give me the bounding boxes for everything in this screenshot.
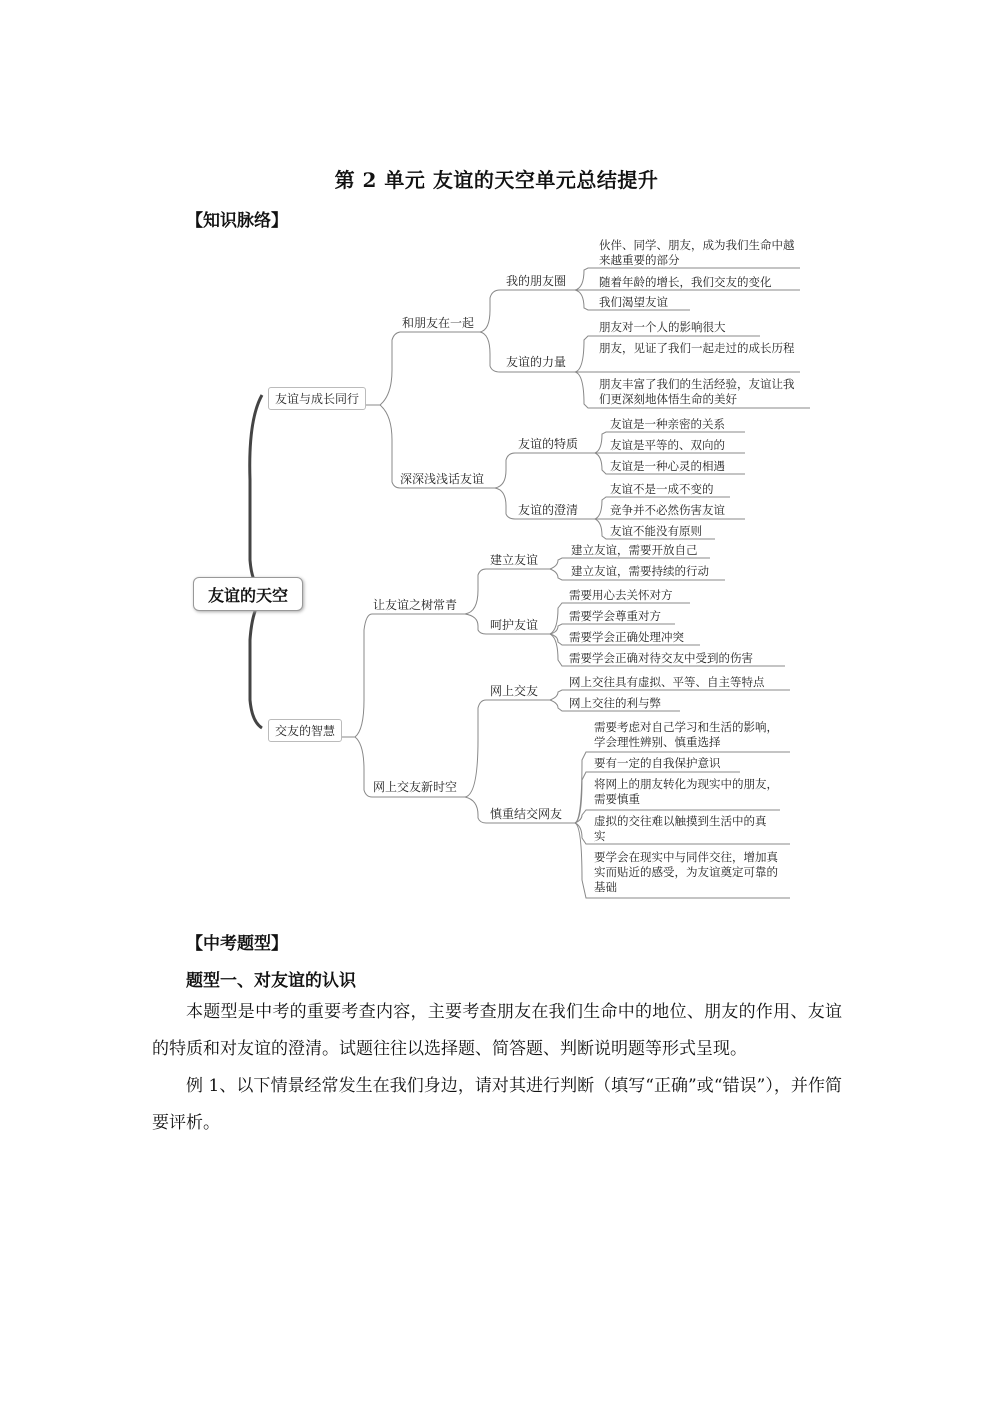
- leaf-careful-1: 需要考虑对自己学习和生活的影响，学会理性辨别、慎重选择: [594, 720, 778, 749]
- leaf-circle-3: 我们渴望友谊: [599, 295, 668, 309]
- leaf-power-1: 朋友对一个人的影响很大: [599, 320, 726, 334]
- leaf-online-1: 网上交往具有虚拟、平等、自主等特点: [569, 675, 765, 689]
- leaf-circle-2: 随着年龄的增长，我们交友的变化: [599, 275, 772, 289]
- node-online: 网上交友: [490, 684, 539, 698]
- node-careful: 慎重结交网友: [490, 807, 563, 821]
- leaf-care-1: 需要用心去关怀对方: [569, 588, 673, 602]
- section-exam-heading: 【中考题型】: [186, 934, 288, 954]
- leaf-clarify-2: 竞争并不必然伤害友谊: [610, 503, 725, 517]
- page-title: 第 2 单元 友谊的天空单元总结提升: [334, 168, 659, 192]
- leaf-trait-1: 友谊是一种亲密的关系: [610, 417, 725, 431]
- node-with-friends: 和朋友在一起: [402, 316, 475, 330]
- leaf-circle-1: 伙伴、同学、朋友，成为我们生命中越来越重要的部分: [599, 238, 795, 267]
- leaf-build-1: 建立友谊，需要开放自己: [571, 543, 698, 557]
- node-traits: 友谊的特质: [518, 437, 579, 451]
- leaf-power-3: 朋友丰富了我们的生活经验，友谊让我们更深刻地体悟生命的美好: [599, 377, 795, 406]
- node-online-space: 网上交友新时空: [373, 780, 458, 794]
- branch-wisdom: 交友的智慧: [268, 719, 342, 742]
- leaf-careful-4: 虚拟的交往难以触摸到生活中的真实: [594, 814, 767, 843]
- node-clarify: 友谊的澄清: [518, 503, 579, 517]
- leaf-trait-3: 友谊是一种心灵的相遇: [610, 459, 725, 473]
- leaf-care-2: 需要学会尊重对方: [569, 609, 661, 623]
- leaf-careful-2: 要有一定的自我保护意识: [594, 756, 721, 770]
- leaf-careful-5: 要学会在现实中与同伴交往，增加真实而贴近的感受，为友谊奠定可靠的基础: [594, 850, 778, 894]
- leaf-care-3: 需要学会正确处理冲突: [569, 630, 684, 644]
- node-care: 呵护友谊: [490, 618, 539, 632]
- node-build: 建立友谊: [490, 553, 539, 567]
- leaf-clarify-3: 友谊不能没有原则: [610, 524, 702, 538]
- branch-friendship-growth: 友谊与成长同行: [268, 387, 366, 410]
- node-talk-friendship: 深深浅浅话友谊: [400, 472, 485, 486]
- leaf-careful-3: 将网上的朋友转化为现实中的朋友，需要慎重: [594, 777, 778, 806]
- node-evergreen: 让友谊之树常青: [373, 598, 458, 612]
- mindmap-root: 友谊的天空: [193, 577, 303, 611]
- paragraph-example: 例 1、以下情景经常发生在我们身边，请对其进行判断（填写“正确”或“错误”），并作简要评析。: [152, 1076, 842, 1133]
- paragraph-intro: 本题型是中考的重要考查内容，主要考查朋友在我们生命中的地位、朋友的作用、友谊的特质和对友谊的澄清。试题往往以选择题、简答题、判断说明题等形式呈现。: [152, 1002, 842, 1059]
- leaf-care-4: 需要学会正确对待交友中受到的伤害: [569, 651, 753, 665]
- leaf-power-2: 朋友，见证了我们一起走过的成长历程: [599, 341, 795, 355]
- section-knowledge-heading: 【知识脉络】: [186, 211, 288, 231]
- leaf-trait-2: 友谊是平等的、双向的: [610, 438, 725, 452]
- leaf-online-2: 网上交往的利与弊: [569, 696, 661, 710]
- node-friendship-power: 友谊的力量: [506, 355, 567, 369]
- node-my-circle: 我的朋友圈: [506, 274, 567, 288]
- type1-heading: 题型一、对友谊的认识: [186, 971, 356, 991]
- leaf-clarify-1: 友谊不是一成不变的: [610, 482, 714, 496]
- leaf-build-2: 建立友谊，需要持续的行动: [571, 564, 709, 578]
